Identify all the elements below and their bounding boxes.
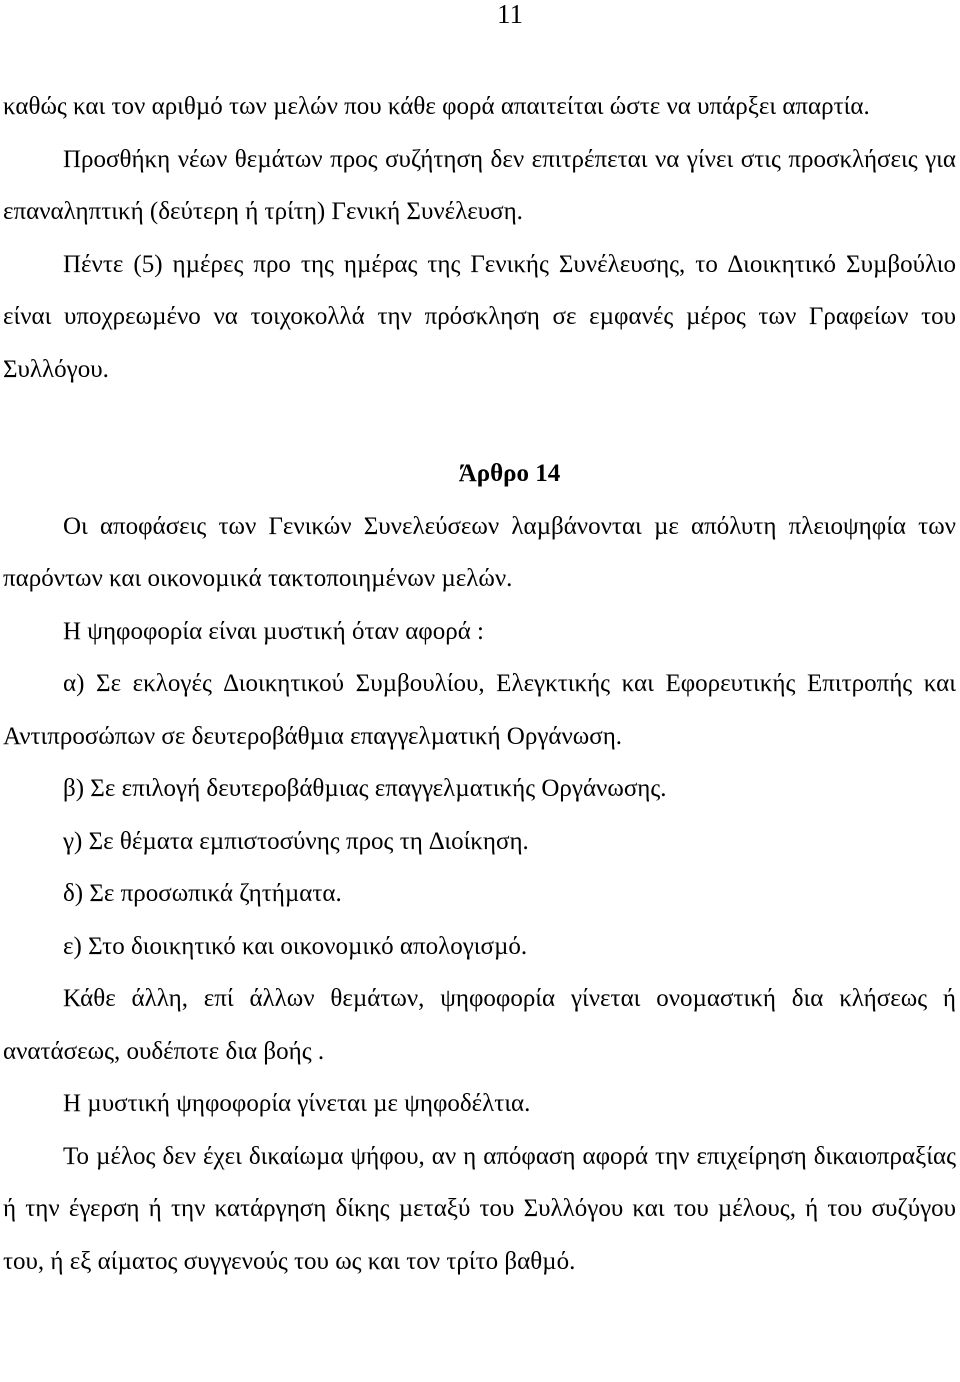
- document-body: [3, 81, 956, 1288]
- paragraph-voting-restriction: Το µέλος δεν έχει δικαίωµα ψήφου, αν η απόφαση αφορά την επιχείρηση δικαιοπραξίας ή την έγερση ή την κατάργηση δίκης µεταξύ του Συλλόγου και του µέλους, ή του συζύγου του, ή εξ αίµατος συγγενούς του ως και τον τρίτο βαθµό.: [3, 1142, 956, 1275]
- paragraph-quorum: καθώς και τον αριθµό των µελών που κάθε φορά απαιτείται ώστε να υπάρξει απαρτία.: [3, 93, 870, 120]
- list-item-d: δ) Σε προσωπικά ζητήµατα.: [63, 880, 342, 907]
- article-heading: Άρθρο 14: [458, 460, 561, 487]
- list-item-c: γ) Σε θέµατα εµπιστοσύνης προς τη ∆ιοίκηση.: [63, 827, 529, 855]
- paragraph-secret-ballot-intro: Η ψηφοφορία είναι µυστική όταν αφορά :: [63, 617, 484, 645]
- paragraph-new-topics: Προσθήκη νέων θεµάτων προς συζήτηση δεν επιτρέπεται να γίνει στις προσκλήσεις για επαναληπτική (δεύτερη ή τρίτη) Γενική Συνέλευση.: [3, 145, 956, 225]
- list-item-e: ε) Στο διοικητικό και οικονοµικό απολογισµό.: [63, 932, 528, 960]
- paragraph-posting-notice: Πέντε (5) ηµέρες προ της ηµέρας της Γενικής Συνέλευσης, το ∆ιοικητικό Συµβούλιο είναι υποχρεωµένο να τοιχοκολλά την πρόσκληση σε εµφανές µέρος των Γραφείων του Συλλόγου.: [3, 250, 956, 383]
- paragraph-majority: Οι αποφάσεις των Γενικών Συνελεύσεων λαµβάνονται µε απόλυτη πλειοψηφία των παρόντων και οικονοµικά τακτοποιηµένων µελών.: [3, 512, 956, 592]
- page-number: 11: [497, 0, 523, 29]
- paragraph-ballots: Η µυστική ψηφοφορία γίνεται µε ψηφοδέλτια.: [63, 1090, 531, 1117]
- list-item-b: β) Σε επιλογή δευτεροβάθµιας επαγγελµατικής Οργάνωσης.: [63, 775, 667, 802]
- paragraph-other-votes: Κάθε άλλη, επί άλλων θεµάτων, ψηφοφορία γίνεται ονοµαστική δια κλήσεως ή ανατάσεως, ουδέποτε δια βοής .: [3, 985, 956, 1065]
- list-item-a: α) Σε εκλογές ∆ιοικητικού Συµβουλίου, Ελεγκτικής και Εφορευτικής Επιτροπής και Αντιπροσώπων σε δευτεροβάθµια επαγγελµατική Οργάνωση.: [3, 670, 956, 750]
